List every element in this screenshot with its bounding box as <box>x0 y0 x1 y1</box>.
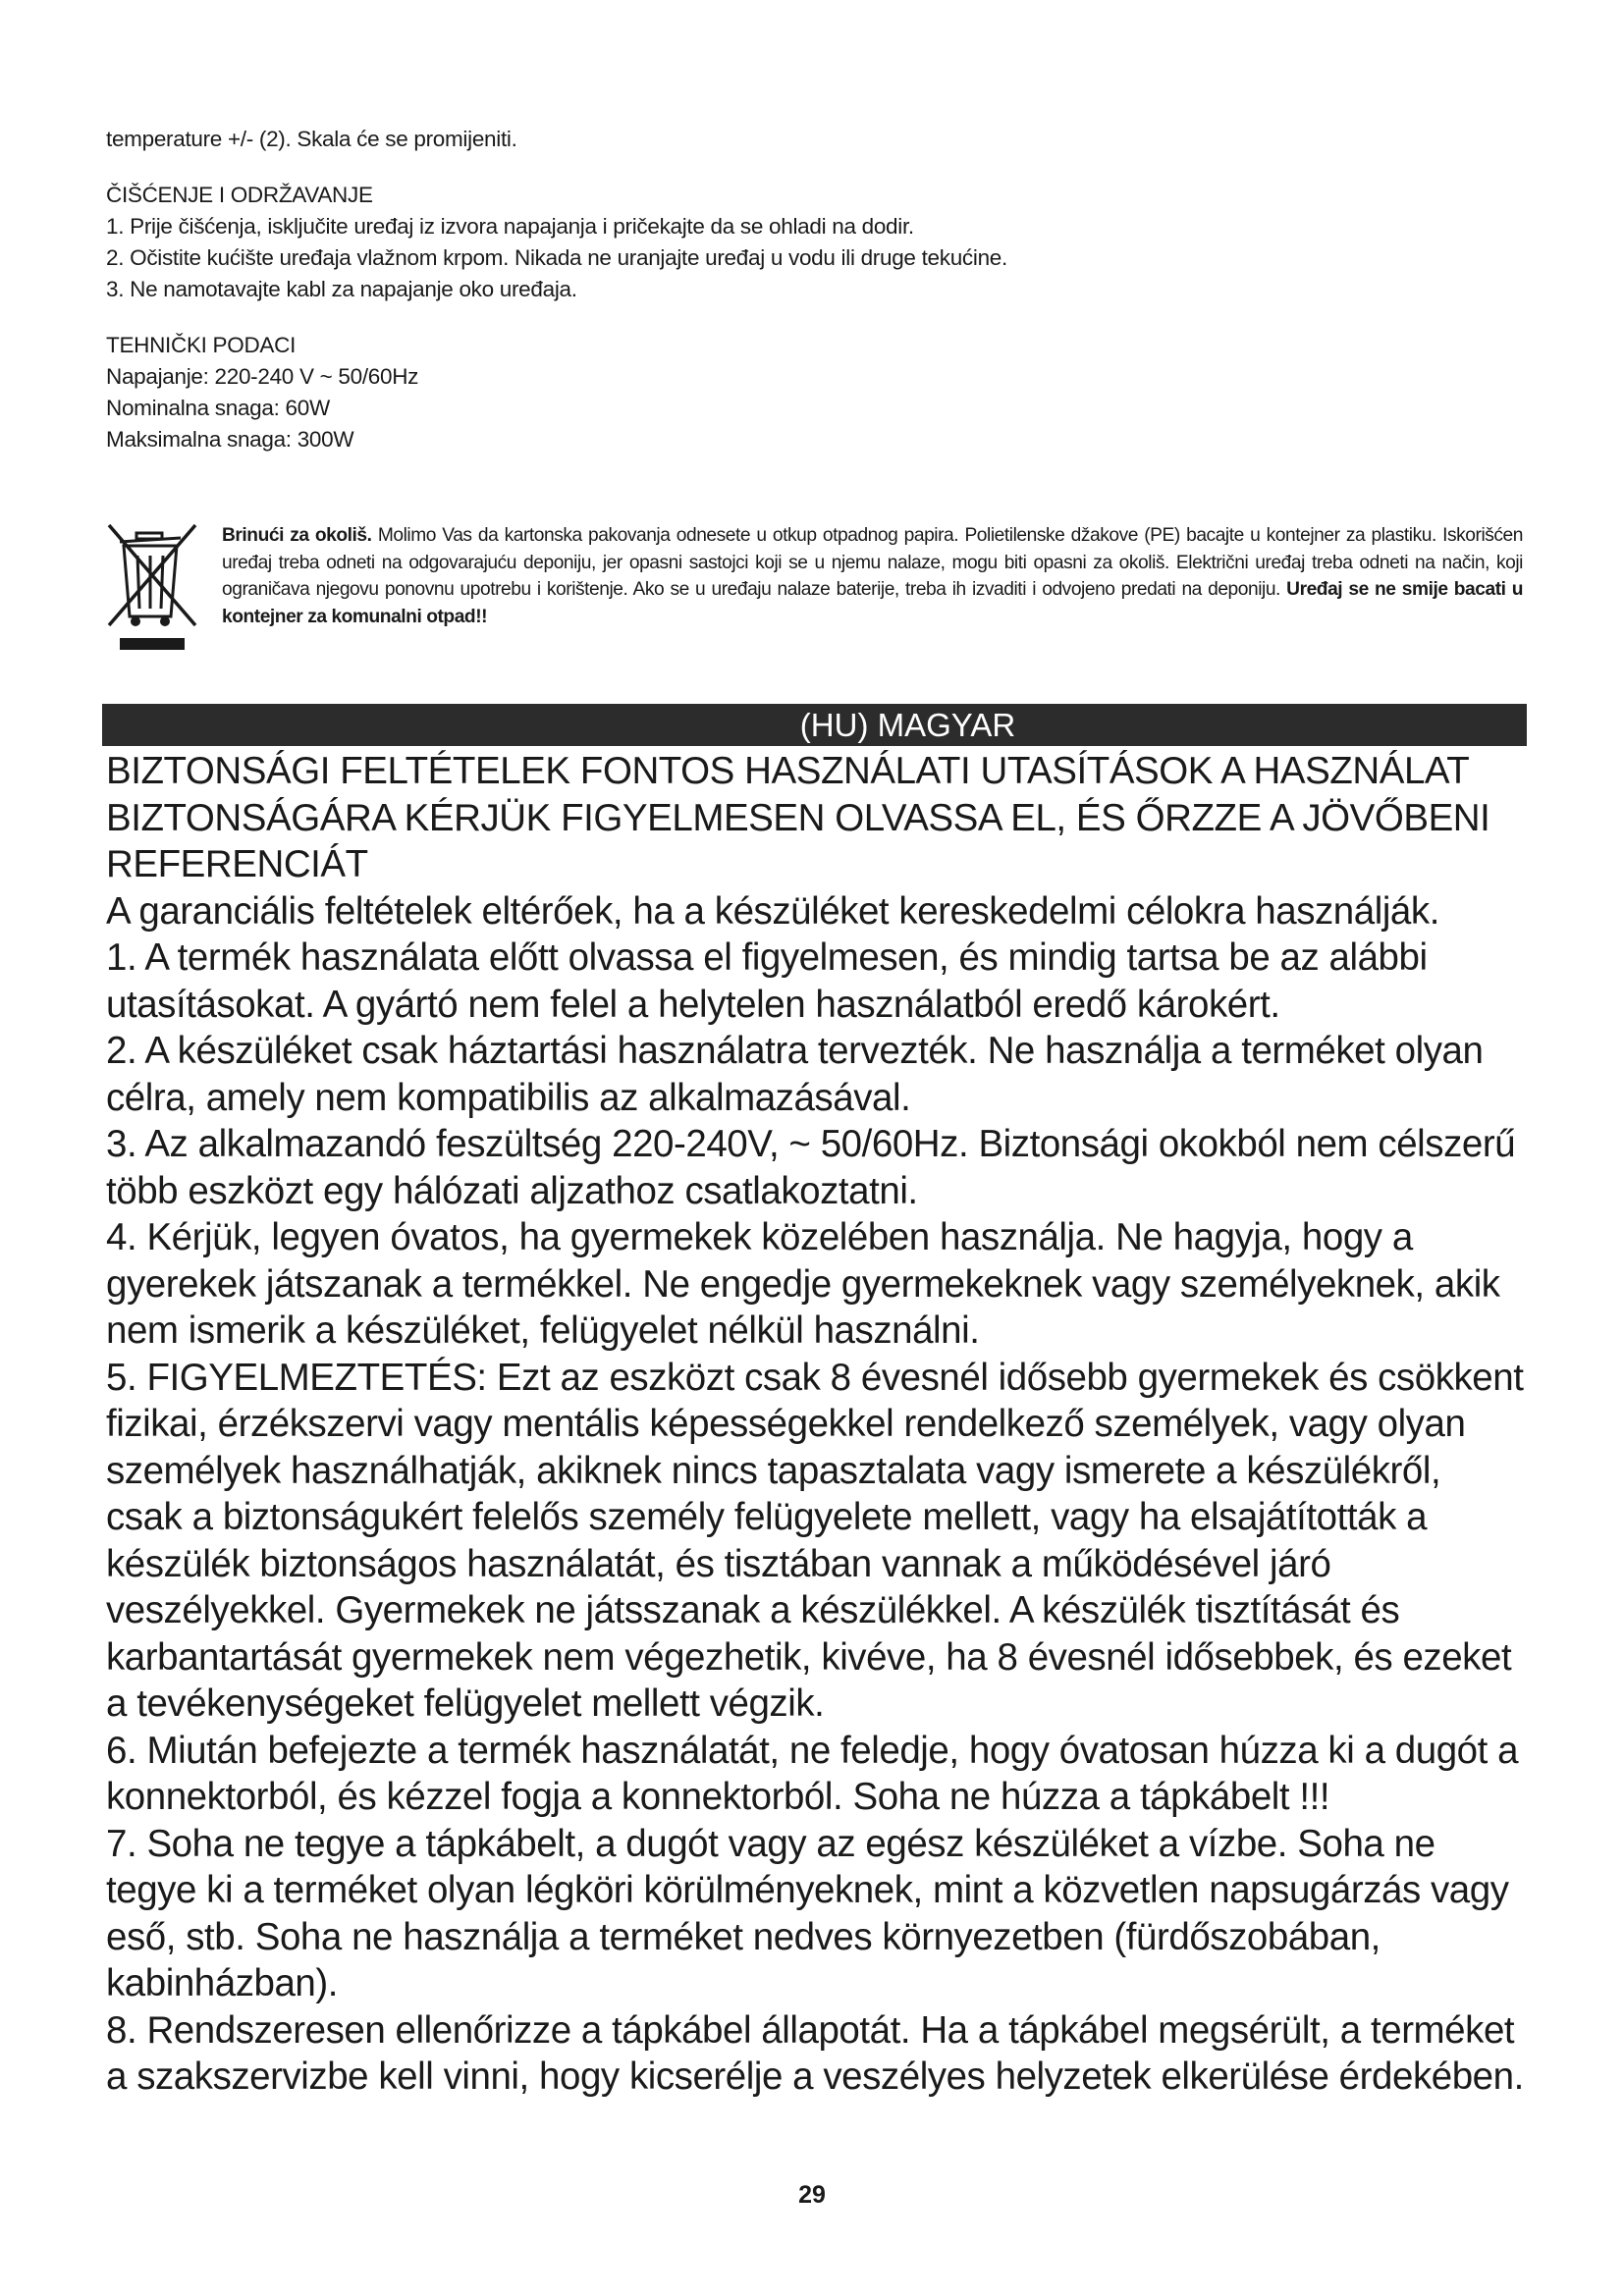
safety-item: 8. Rendszeresen ellenőrizze a tápkábel állapotát. Ha a tápkábel megsérült, a terméket a szakszervizbe kell vinni, hogy kicserélje a veszélyes helyzetek elkerülése érdekében. <box>106 2008 1524 2098</box>
recycling-lead: Brinući za okoliš. <box>222 525 372 546</box>
safety-item: 6. Miután befejezte a termék használatát, ne feledje, hogy óvatosan húzza ki a dugót a konnektorból, és kézzel fogja a konnektorból. Soha ne húzza a tápkábelt !!! <box>106 1729 1519 1818</box>
temperature-line: temperature +/- (2). Skala će se promijeniti. <box>106 127 517 151</box>
specs-title: TEHNIČKI PODACI <box>106 333 297 357</box>
spec-item: Nominalna snaga: 60W <box>106 396 330 420</box>
spec-item: Maksimalna snaga: 300W <box>106 427 354 452</box>
safety-heading: BIZTONSÁGI FELTÉTELEK FONTOS HASZNÁLATI UTASÍTÁSOK A HASZNÁLAT BIZTONSÁGÁRA KÉRJÜK FIGYELMESEN OLVASSA EL, ÉS ŐRZZE A JÖVŐBENI REFERENCIÁT <box>106 750 1490 885</box>
cleaning-item: 3. Ne namotavajte kabl za napajanje oko uređaja. <box>106 277 577 301</box>
crossed-out-bin-icon <box>106 522 198 660</box>
language-section-bar <box>102 704 1527 746</box>
cleaning-title: ČIŠĆENJE I ODRŽAVANJE <box>106 183 373 207</box>
cleaning-item: 2. Očistite kućište uređaja vlažnom krpom. Nikada ne uranjajte uređaj u vodu ili druge tekućine. <box>106 245 1007 270</box>
safety-item: 2. A készüléket csak háztartási használatra tervezték. Ne használja a terméket olyan célra, amely nem kompatibilis az alkalmazásával. <box>106 1030 1484 1119</box>
safety-item: 4. Kérjük, legyen óvatos, ha gyermekek közelében használja. Ne hagyja, hogy a gyerekek játszanak a termékkel. Ne engedje gyermekeknek vagy személyeknek, akik nem ismerik a készüléket, felügyelet nélkül használni. <box>106 1216 1500 1352</box>
language-section-title: (HU) MAGYAR <box>799 707 1016 743</box>
recycling-warning: Uređaj se ne smije bacati u kontejner za komunalni otpad!! <box>222 579 1523 627</box>
safety-item: 1. A termék használata előtt olvassa el figyelmesen, és mindig tartsa be az alábbi utasításokat. A gyártó nem felel a helytelen használatból eredő károkért. <box>106 936 1428 1026</box>
safety-item: 5. FIGYELMEZTETÉS: Ezt az eszközt csak 8 évesnél idősebb gyermekek és csökkent fizikai, érzékszervi vagy mentális képességekkel rendelkező személyek, vagy olyan személyek használhatják, akiknek nincs tapasztalata vagy ismerete a készülékről, csak a biztonságukért felelős személy felügyelete mellett, vagy ha elsajátították a készülék biztonságos használatát, és tisztában vannak a működésével járó veszélyekkel. Gyermekek ne játsszanak a készülékkel. A készülék tisztítását és karbantartását gyermekek nem végezhetik, kivéve, ha 8 évesnél idősebbek, és ezeket a tevékenységeket felügyelet mellett végzik. <box>106 1356 1524 1725</box>
safety-item: 3. Az alkalmazandó feszültség 220-240V, ~ 50/60Hz. Biztonsági okokból nem célszerű több eszközt egy hálózati aljzathoz csatlakoztatni. <box>106 1123 1516 1212</box>
page-number: 29 <box>798 2181 826 2209</box>
recycling-body: Molimo Vas da kartonska pakovanja odnesete u otkup otpadnog papira. Polietilenske džakove (PE) bacajte u kontejner za plastiku. Iskorišćen uređaj treba odneti na odgovarajuću deponiju, jer opasni sastojci koji se u njemu nalaze, mogu biti opasni za okoliš. Električni uređaj treba odneti na način, koji ograničava njegovu ponovnu upotrebu i korištenje. Ako se u uređaju nalaze baterije, treba ih izvaditi i odvojeno predati na deponiju. <box>222 525 1524 600</box>
warranty-intro: A garanciális feltételek eltérőek, ha a készüléket kereskedelmi célokra használják. <box>106 889 1439 933</box>
croatian-section <box>106 124 1520 455</box>
recycling-text <box>222 522 1523 630</box>
cleaning-item: 1. Prije čišćenja, isključite uređaj iz izvora napajanja i pričekajte da se ohladi na dodir. <box>106 214 914 239</box>
hungarian-section <box>106 748 1525 2101</box>
safety-item: 7. Soha ne tegye a tápkábelt, a dugót vagy az egész készüléket a vízbe. Soha ne tegye ki a terméket olyan légköri körülményeknek, mint a közvetlen napsugárzás vagy eső, stb. Soha ne használja a terméket nedves környezetben (fürdőszobában, kabinházban). <box>106 1822 1509 2004</box>
spec-item: Napajanje: 220-240 V ~ 50/60Hz <box>106 364 419 389</box>
